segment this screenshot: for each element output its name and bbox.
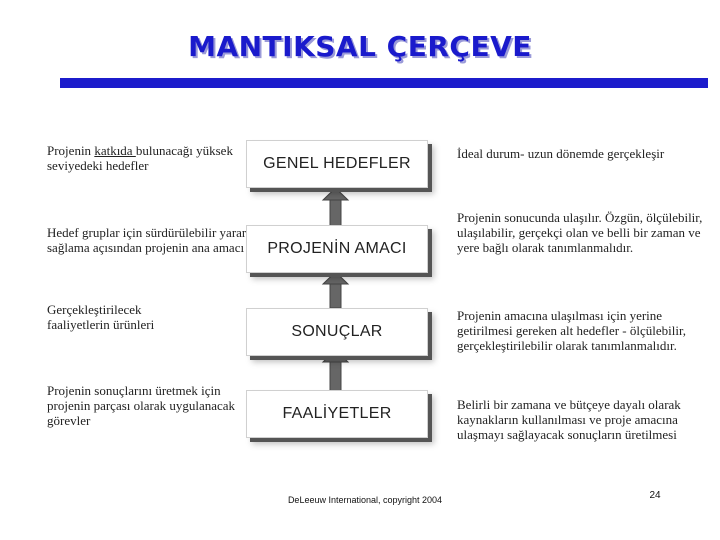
left-text-proje-amaci: Hedef gruplar için sürdürülebilir yarar sağlama açısından projenin ana amacı [47,225,247,255]
left-text-faaliyetler: Projenin sonuçlarını üretmek için projenin parçası olarak uygulanacak görevler [47,383,236,428]
arrow-up-icon [323,272,348,308]
box-projenin-amaci: PROJENİN AMACI [246,225,428,273]
page-number: 24 [649,490,661,501]
arrow-up-icon [323,350,348,392]
right-text-genel-hedefler: İdeal durum- uzun dönemde gerçekleşir [457,146,665,161]
box-genel-hedefler: GENEL HEDEFLER [246,140,428,188]
right-text-proje-amaci: Projenin sonucunda ulaşılır. Özgün, ölçülebilir, ulaşılabilir, gerçekçi olan ve belli bir zaman ve yere bağlı olarak tanımlanmalıdır. [457,210,703,255]
copyright-text: DeLeeuw International, copyright 2004 [287,495,443,505]
right-text-faaliyetler: Belirli bir zamana ve bütçeye dayalı olarak kaynakların kullanılması ve proje amacına ulaşmayı sağlayacak sonuçların üretilmesi [457,397,681,442]
left-text-sonuclar: Gerçekleştirilecek faaliyetlerin ürünleri [47,302,155,332]
left-text-part: Projenin [47,143,95,158]
underlined-word: katkıda [94,143,136,158]
box-faaliyetler: FAALİYETLER [246,390,428,438]
right-text-sonuclar: Projenin amacına ulaşılması için yerine getirilmesi gereken alt hedefler - ölçülebilir, gerçekleştirilebilir olarak tanımlanmalıdır. [457,308,687,353]
box-sonuclar: SONUÇLAR [246,308,428,356]
left-text-part: bulunacağı yüksek seviyedeki hedefler [47,143,233,173]
slide-title: MANTIKSAL ÇERÇEVE [188,30,532,63]
